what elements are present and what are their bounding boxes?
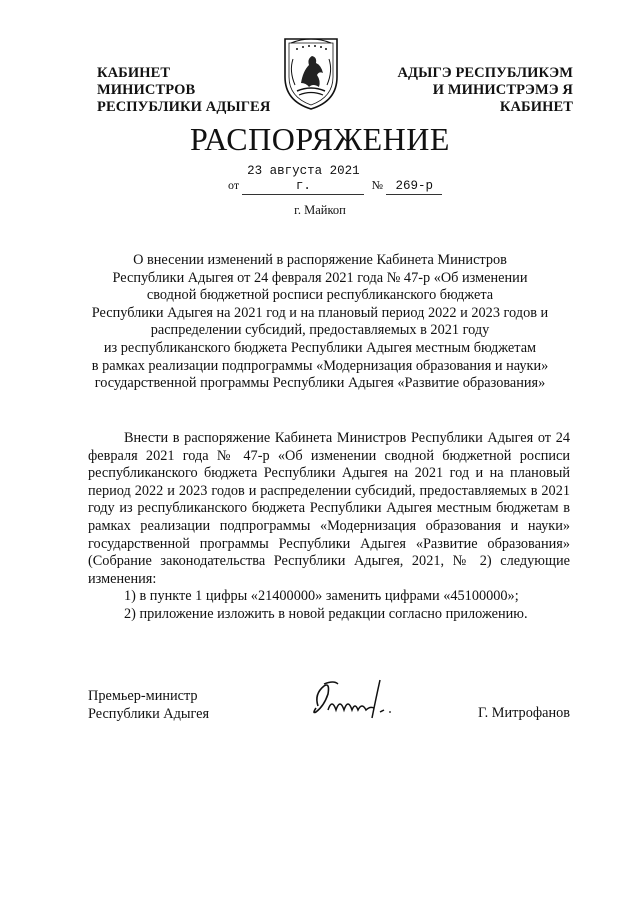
- date-number-line: [228, 164, 442, 195]
- document-body: [88, 430, 570, 624]
- body-item-1: 1) в пункте 1 цифры «21400000» заменить цифрами «45100000»;: [124, 588, 519, 605]
- header-right-line2: И МИНИСТРЭМЭ Я КАБИНЕТ: [432, 82, 573, 115]
- document-number: 269-р: [386, 179, 442, 195]
- signatory-position-line1: Премьер-министр: [88, 688, 198, 704]
- document-date: 23 августа 2021 г.: [242, 164, 364, 195]
- subject-line: сводной бюджетной росписи республиканского бюджета: [146, 287, 494, 304]
- city: г. Майкоп: [294, 203, 346, 217]
- subject-line: в рамках реализации подпрограммы «Модернизация образования и науки»: [91, 357, 549, 374]
- subject-line: распределении субсидий, предоставляемых в 2021 году: [150, 322, 490, 339]
- coat-of-arms-icon: [279, 35, 343, 111]
- handwritten-signature-icon: [300, 672, 410, 722]
- subject-line: Республики Адыгея на 2021 год и на плановый период 2022 и 2023 годов и: [91, 304, 549, 321]
- header-right-org-name: [368, 65, 573, 116]
- body-paragraph: Внести в распоряжение Кабинета Министров Республики Адыгея от 24 февраля 2021 года № 47-р «Об изменении сводной бюджетной росписи республиканского бюджета Республики Адыгея на 2021 год и на плановый период 2022 и 2023 годов и распределении субсидий, предоставляемых в 2021 году из республиканского бюджета Республики Адыгея местным бюджетам в рамках реализации подпрограммы «Модернизация образования и науки» государственной программы Республики Адыгея «Развитие образования» (Собрание законодательства Республики Адыгея, 2021, № 2) следующие изменения:: [88, 430, 570, 587]
- subject-line: из республиканского бюджета Республики Адыгея местным бюджетам: [103, 339, 537, 356]
- subject-line: государственной программы Республики Адыгея «Развитие образования»: [94, 375, 546, 392]
- header-left-org-name: [97, 65, 272, 116]
- signatory-name: Г. Митрофанов: [477, 705, 570, 721]
- number-prefix: №: [371, 178, 384, 192]
- header-left-line1: КАБИНЕТ МИНИСТРОВ: [97, 65, 196, 98]
- body-item-2: 2) приложение изложить в новой редакции согласно приложению.: [124, 605, 528, 622]
- signatory-position: [88, 688, 209, 723]
- header-right-line1: АДЫГЭ РЕСПУБЛИКЭМ: [397, 65, 573, 81]
- header-left-line2: РЕСПУБЛИКИ АДЫГЕЯ: [97, 99, 271, 115]
- document-subject: [80, 252, 560, 393]
- date-prefix: от: [228, 178, 240, 192]
- subject-line: Республики Адыгея от 24 февраля 2021 года № 47-р «Об изменении: [112, 269, 528, 286]
- document-title: РАСПОРЯЖЕНИЕ: [190, 121, 450, 157]
- subject-line: О внесении изменений в распоряжение Кабинета Министров: [133, 252, 507, 268]
- signatory-position-line2: Республики Адыгея: [88, 705, 210, 722]
